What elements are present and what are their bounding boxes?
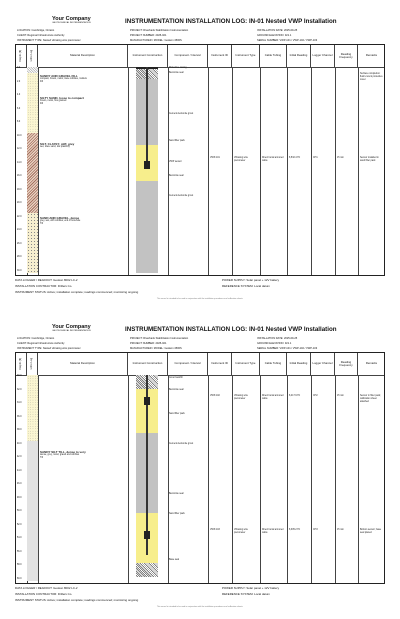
depth-tick: 36.0 — [17, 415, 22, 418]
depth-tick: 30.0 — [17, 375, 22, 377]
reading-frequency: 15 min — [337, 157, 344, 159]
project-number-text: PROJECT NUMBER: 2025-021 — [130, 342, 167, 345]
col-header-depth: Depth (ft) — [16, 45, 27, 67]
component-label: Sand filter pack — [169, 413, 185, 415]
manufacturer-text: MANUFACTURER / MODEL: Geokon 4500S — [130, 347, 182, 350]
col-header-frequency: Reading Frequency — [335, 353, 358, 375]
footer-note: This record is intended to be read in conjunction with the installation procedures and calibration sheets. — [156, 298, 244, 300]
depth-tick: 24.0 — [17, 229, 22, 232]
depth-tick: 20.0 — [17, 202, 22, 205]
component-label: VWP sensor — [169, 161, 182, 163]
instrument-type: Vibrating wire piezometer — [234, 395, 248, 400]
logger-channel: CH1 — [313, 157, 318, 159]
component-label: Bentonite seal — [169, 389, 184, 391]
component-label: Bentonite seal — [169, 175, 184, 177]
col-header-channel: Logger Channel — [311, 45, 335, 67]
col-header-remarks: Remarks — [365, 361, 378, 366]
depth-tick: 50.0 — [17, 510, 22, 513]
company-tagline: GEOTECHNICAL INSTRUMENTATION — [52, 330, 91, 332]
col-header-material: Material Description — [38, 45, 128, 67]
reading-frequency: 15 min — [337, 395, 344, 397]
log-title: INSTRUMENTATION INSTALLATION LOG: IN-01 Nested VWP Installation — [125, 326, 337, 333]
depth-tick: 2.0 — [17, 80, 21, 83]
sheet-footer — [15, 277, 385, 311]
component-label: Sand filter pack — [169, 140, 185, 142]
footer-installer: INSTALLATION CONTRACTOR: Drillers Co. — [15, 284, 73, 288]
ground-elevation-text: GROUND ELEVATION: 321.1 — [257, 342, 292, 345]
location-text: LOCATION: Cambridge, Ontario — [17, 337, 55, 340]
depth-tick: 52.0 — [17, 523, 22, 526]
remarks: Bottom sensor; base seal placed — [360, 529, 382, 534]
logger-channel: CH2 — [313, 395, 318, 397]
depth-tick: 8.0 — [17, 121, 21, 124]
col-header-instrument-id: Instrument ID — [208, 45, 232, 67]
depth-tick: 42.0 — [17, 456, 22, 459]
col-header-litho: Litho Log — [27, 353, 38, 375]
layer-description: SANDY SILT TILL, dense to very dense, grey, moist; gravel and cobbles Till — [40, 450, 86, 460]
col-header-initial: Initial Reading — [287, 45, 311, 67]
company-name: Your Company — [52, 16, 91, 22]
col-header-construction: Instrument Construction — [128, 45, 168, 67]
client-text: CLIENT: Regional Infrastructure Authority — [17, 342, 65, 345]
info-col-right — [257, 336, 317, 351]
litho-log — [27, 375, 38, 581]
component-label: Grout backfill — [169, 377, 183, 379]
footer-power: POWER SUPPLY: Solar panel + 12V battery — [222, 586, 280, 590]
remarks: Sensor installed in sand filter pack — [360, 157, 379, 162]
log-sheet-1 — [15, 14, 385, 311]
install-date-text: INSTALLATION DATE: 2025-09-25 — [257, 337, 298, 340]
depth-tick: 16.0 — [17, 175, 22, 178]
depth-tick: 10.0 — [17, 134, 22, 137]
sheet-header — [15, 322, 385, 352]
col-header-component: Component / Interval — [168, 353, 208, 375]
company-name: Your Company — [52, 324, 91, 330]
col-header-remarks: Remarks — [365, 53, 378, 58]
footer-logger: DATA LOGGER / READOUT: Geokon 8002 LC-2 — [15, 278, 78, 282]
component-label: Bentonite seal — [169, 493, 184, 495]
col-header-litho: Litho Log — [27, 45, 38, 67]
footer-note: This record is intended to be read in conjunction with the installation procedures and calibration sheets. — [156, 606, 244, 608]
depth-tick: 32.0 — [17, 388, 22, 391]
layer-description: SANDY AND GRAVEL FILL compact, brown, moist; trace cobbles, rootlets Fill — [40, 74, 87, 84]
depth-tick: 56.0 — [17, 550, 22, 553]
depth-tick: 26.0 — [17, 242, 22, 245]
col-header-instrument-id: Instrument ID — [208, 353, 232, 375]
instrument-type: Vibrating wire piezometer — [234, 529, 248, 534]
project-text: PROJECT: Riverbank Stabilization Instrumentation — [130, 29, 189, 32]
col-header-instrument-type: Instrument Type — [232, 45, 260, 67]
depth-tick: 0.0 — [17, 67, 21, 69]
component-label: Cement-bentonite grout — [169, 195, 194, 197]
instrument-type: Vibrating wire piezometer — [234, 157, 248, 162]
col-header-construction: Instrument Construction — [128, 353, 168, 375]
depth-tick: 12.0 — [17, 148, 22, 151]
location-text: LOCATION: Cambridge, Ontario — [17, 29, 55, 32]
instrument-id: VWP-102 — [210, 395, 220, 397]
install-date-text: INSTALLATION DATE: 2025-09-25 — [257, 29, 298, 32]
depth-tick: 4.0 — [17, 94, 21, 97]
depth-tick: 30.0 — [17, 270, 22, 272]
component-label: Cement-bentonite grout — [169, 113, 194, 115]
col-header-frequency: Reading Frequency — [335, 45, 358, 67]
depth-tick: 60.0 — [17, 578, 22, 580]
client-text: CLIENT: Regional Infrastructure Authority — [17, 34, 65, 37]
depth-tick: 18.0 — [17, 188, 22, 191]
sheet-header — [15, 14, 385, 44]
instrument-type-text: INSTRUMENT TYPE: Nested vibrating wire piezometer — [17, 39, 81, 42]
layer-description: SILT, CLAYEY, stiff, grey wet, trace sand, low plasticity — [40, 142, 75, 149]
ground-elevation-text: GROUND ELEVATION: 321.1 — [257, 34, 292, 37]
log-grid — [15, 352, 385, 584]
serial-number-text: SERIAL NUMBER: VWP-101 / VWP-102 / VWP-103 — [257, 347, 318, 350]
log-sheet-2 — [15, 322, 385, 619]
col-header-component: Component / Interval — [168, 45, 208, 67]
company-logo — [52, 324, 91, 333]
depth-tick: 48.0 — [17, 496, 22, 499]
depth-tick: 6.0 — [17, 107, 21, 110]
info-col-left — [17, 336, 81, 351]
col-header-instrument-type: Instrument Type — [232, 353, 260, 375]
component-label: Sand filter pack — [169, 513, 185, 515]
info-col-mid — [130, 28, 188, 43]
litho-log — [27, 67, 38, 273]
component-label: Cement-bentonite grout — [169, 443, 194, 445]
component-label: Base seal — [169, 559, 180, 561]
col-header-cable: Cable Tubing — [260, 353, 287, 375]
sheet-footer — [15, 585, 385, 619]
component-label: Protective casing — [169, 67, 187, 69]
initial-reading: 8,532.4 Hz — [289, 157, 301, 159]
instrument-type-text: INSTRUMENT TYPE: Nested vibrating wire piezometer — [17, 347, 81, 350]
depth-scale — [16, 375, 27, 581]
reading-frequency: 15 min — [337, 529, 344, 531]
col-header-cable: Cable Tubing — [260, 45, 287, 67]
depth-tick: 46.0 — [17, 483, 22, 486]
info-col-left — [17, 28, 81, 43]
col-header-initial: Initial Reading — [287, 353, 311, 375]
footer-reference: REFERENCE SYSTEM: Local datum — [222, 592, 270, 596]
instrument-construction-drawing — [128, 67, 168, 273]
initial-reading: 8,305.2 Hz — [289, 529, 301, 531]
footer-status: INSTRUMENT STATUS: Active; installation complete; readings commenced; monitoring ongoing — [15, 290, 139, 294]
depth-scale — [16, 67, 27, 273]
serial-number-text: SERIAL NUMBER: VWP-101 / VWP-102 / VWP-103 — [257, 39, 318, 42]
company-tagline: GEOTECHNICAL INSTRUMENTATION — [52, 22, 91, 24]
remarks: Sensor in filter pack; calibration sheet attached — [360, 395, 381, 403]
depth-tick: 38.0 — [17, 429, 22, 432]
logger-channel: CH3 — [313, 529, 318, 531]
depth-tick: 58.0 — [17, 564, 22, 567]
depth-tick: 40.0 — [17, 442, 22, 445]
footer-installer: INSTALLATION CONTRACTOR: Drillers Co. — [15, 592, 73, 596]
layer-description: SAND AND GRAVEL, dense grey, wet, with cobbles; end of borehole Till — [40, 216, 81, 226]
cable-tubing: Direct burial armored cable — [262, 529, 284, 534]
cable-tubing: Direct burial armored cable — [262, 395, 284, 400]
project-number-text: PROJECT NUMBER: 2025-021 — [130, 34, 167, 37]
depth-tick: 14.0 — [17, 161, 22, 164]
info-col-mid — [130, 336, 188, 351]
col-header-channel: Logger Channel — [311, 353, 335, 375]
log-title: INSTRUMENTATION INSTALLATION LOG: IN-01 Nested VWP Installation — [125, 18, 337, 25]
footer-power: POWER SUPPLY: Solar panel + 12V battery — [222, 278, 280, 282]
remarks: Surface completion: flush-mount protective cover — [360, 73, 383, 81]
footer-reference: REFERENCE SYSTEM: Local datum — [222, 284, 270, 288]
depth-tick: 22.0 — [17, 215, 22, 218]
project-text: PROJECT: Riverbank Stabilization Instrumentation — [130, 337, 189, 340]
company-logo — [52, 16, 91, 25]
instrument-id: VWP-103 — [210, 529, 220, 531]
instrument-id: VWP-101 — [210, 157, 220, 159]
footer-logger: DATA LOGGER / READOUT: Geokon 8002 LC-2 — [15, 586, 78, 590]
info-col-right — [257, 28, 317, 43]
log-grid — [15, 44, 385, 276]
cable-tubing: Direct burial armored cable — [262, 157, 284, 162]
col-header-depth: Depth (ft) — [16, 353, 27, 375]
initial-reading: 8,417.9 Hz — [289, 395, 301, 397]
depth-tick: 44.0 — [17, 469, 22, 472]
instrument-construction-drawing — [128, 375, 168, 581]
col-header-material: Material Description — [38, 353, 128, 375]
component-label: Bentonite seal — [169, 72, 184, 74]
depth-tick: 34.0 — [17, 402, 22, 405]
manufacturer-text: MANUFACTURER / MODEL: Geokon 4500S — [130, 39, 182, 42]
layer-description: SILTY SAND, loose to compact brown, moist, fine grained Fill — [40, 96, 84, 106]
depth-tick: 28.0 — [17, 256, 22, 259]
footer-status: INSTRUMENT STATUS: Active; installation complete; readings commenced; monitoring ongoing — [15, 598, 139, 602]
depth-tick: 54.0 — [17, 537, 22, 540]
